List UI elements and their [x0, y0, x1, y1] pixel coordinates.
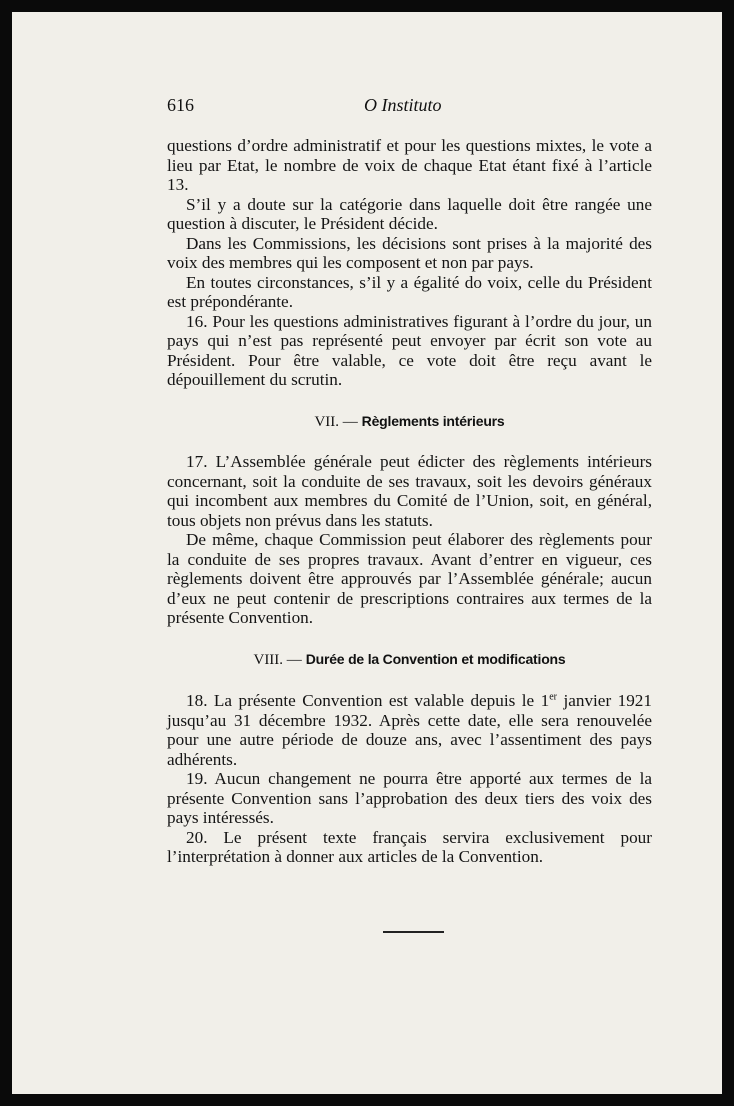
section-viii-number: VIII. — — [253, 651, 302, 668]
page-number: 616 — [167, 95, 194, 115]
paragraph-top-2: Dans les Commissions, les décisions sont prises à la majorité des voix des membres qui les composent et non par pays. — [167, 233, 652, 272]
body-text — [167, 136, 652, 867]
article-18-superscript: er — [549, 691, 557, 703]
paragraph-top-0: questions d’ordre administratif et pour les questions mixtes, le vote a lieu par Etat, le nombre de voix de chaque Etat étant fixé à l’article 13. — [167, 136, 652, 194]
paragraph-article-20: 20. Le présent texte français servira exclusivement pour l’interprétation à donner aux articles de la Convention. — [167, 827, 652, 866]
paragraph-article-17: 17. L’Assemblée générale peut édicter des règlements intérieurs concernant, soit la conduite de ses travaux, soit les devoirs généraux qui incombent aux membres du Comité de l’Union, soit, en général, tous objets non prévus dans les statuts. — [167, 452, 652, 530]
paragraph-commission-rules: De même, chaque Commission peut élaborer des règlements pour la conduite de ses propres travaux. Avant d’entrer en vigueur, ces règlements doivent être approuvés par l’Assemblée générale; aucun d’eux ne peut contenir de prescriptions contraires aux termes de la présente Convention. — [167, 530, 652, 627]
article-18-text-a: 18. La présente Convention est valable depuis le 1 — [186, 691, 550, 710]
section-heading-viii — [167, 650, 652, 671]
article-18-text-b: janvier 1921 jusqu’au 31 décembre 1932. Après cette date, elle sera renouvelée pour une autre période de douze ans, avec l’assentiment des pays adhérents. — [167, 691, 652, 769]
paragraph-top-1: S’il y a doute sur la catégorie dans laquelle doit être rangée une question à discuter, le Président décide. — [167, 194, 652, 233]
closing-rule — [383, 931, 444, 933]
paragraph-article-19: 19. Aucun changement ne pourra être apporté aux termes de la présente Convention sans l’approbation des deux tiers des voix des pays intéressés. — [167, 769, 652, 827]
paragraph-top-3: En toutes circonstances, s’il y a égalité do voix, celle du Président est prépondérante. — [167, 272, 652, 311]
section-vii-number: VII. — — [314, 413, 358, 430]
document-page — [12, 12, 722, 1094]
section-viii-title: Durée de la Convention et modifications — [305, 650, 566, 667]
running-head — [167, 95, 652, 121]
paragraph-article-16: 16. Pour les questions administratives figurant à l’ordre du jour, un pays qui n’est pas représenté peut envoyer par écrit son vote au Président. Pour être valable, ce vote doit être reçu avant le dépouillement du scrutin. — [167, 311, 652, 389]
paragraph-article-18 — [167, 691, 652, 769]
journal-title: O Instituto — [364, 95, 442, 115]
section-heading-vii — [167, 412, 652, 433]
section-vii-title: Règlements intérieurs — [361, 412, 505, 429]
